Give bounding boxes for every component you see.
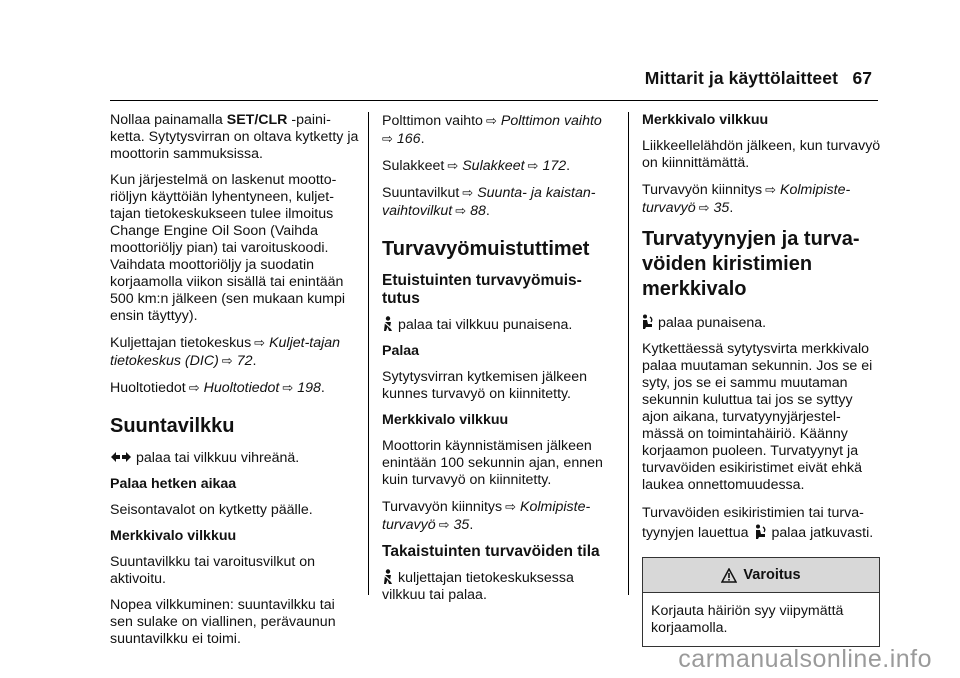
airbag-heading: Turvatyynyjen ja turva-vöiden kiristimien merkkivalo	[642, 228, 860, 300]
merkkivalo-text-3: Liikkeellelähdön jälkeen, kun turvavyö on kiinnittämättä.	[642, 138, 881, 171]
reference-arrow-icon: ⇨	[188, 380, 200, 395]
palaa-text: Sytytysvirran kytkemisen jälkeen kunnes turvavyö on kiinnitetty.	[382, 369, 587, 402]
fast-blink-text: Nopea vilkkuminen: suuntavilkku tai sen sulake on viallinen, perävaunun suuntavilkku ei toimi.	[110, 597, 336, 647]
seatbelt-reminder-heading: Turvavyömuistuttimet	[382, 238, 590, 260]
column-2	[382, 112, 617, 613]
warning-title: Varoitus	[743, 566, 801, 583]
pretensioner-text: Turvavöiden esikiristimien tai turva-tyynyjen lauettua palaa jatkuvasti.	[642, 505, 874, 541]
service-page[interactable]: 198	[297, 380, 321, 396]
header-rule	[110, 100, 878, 101]
reference-arrow-icon: ⇨	[282, 380, 294, 395]
front-seatbelt-text: palaa tai vilkkuu punaisena.	[382, 316, 617, 334]
airbag-indicator-icon	[755, 524, 767, 540]
merkkivalo-text-2: Moottorin käynnistämisen jälkeen enintään 100 sekunnin ajan, ennen kuin turvavyö on kiinnitetty.	[382, 438, 603, 488]
reference-arrow-icon: ⇨	[765, 182, 777, 197]
subheading-palaa-hetken: Palaa hetken aikaa	[110, 476, 237, 492]
reference-arrow-icon: ⇨	[382, 131, 393, 146]
subheading-merkkivalo-2: Merkkivalo vilkkuu	[382, 412, 509, 428]
bulb-link[interactable]: Polttimon vaihto	[500, 113, 602, 129]
column-1	[110, 112, 360, 657]
airbag-fault-text: Kytkettäessä sytytysvirta merkkivalo palaa muutaman sekunnin. Jos se ei syty, jos se ei sammu muutaman sekunnin kuluttua tai jos se syttyy ajon aikana, turvatyynyjärjestel-mässä on toimintahäiriö. Käänny korjaamon puoleen. Turvatyynyt ja turvavöiden esikiristimet eivät ehkä laukea onnettomuudessa.	[642, 341, 873, 493]
front-seatbelt-heading: Etuistuinten turvavyömuis-tutus	[382, 272, 582, 307]
reference-arrow-icon: ⇨	[527, 158, 539, 173]
rear-seatbelt-text: kuljettajan tietokeskuksessa vilkkuu tai palaa.	[382, 570, 574, 603]
bulb-page[interactable]: 166	[396, 131, 421, 147]
warning-triangle-icon	[721, 568, 737, 583]
warning-header	[643, 558, 879, 593]
fuse-page[interactable]: 172	[542, 158, 567, 174]
reference-arrow-icon: ⇨	[505, 499, 517, 514]
reference-arrow-icon: ⇨	[455, 203, 467, 218]
dic-page[interactable]: 72	[236, 353, 253, 369]
watermark: carmanualsonline.info	[678, 645, 932, 673]
reference-arrow-icon: ⇨	[462, 185, 474, 200]
service-link[interactable]: Huoltotiedot	[203, 380, 280, 396]
dic-reference: Kuljettajan tietokeskus ⇨ Kuljet-tajan tietokeskus (DIC) ⇨ 72.	[110, 335, 341, 369]
belt-page[interactable]: 35	[453, 517, 470, 533]
turn-signal-arrows-icon	[110, 449, 132, 465]
page-header	[0, 0, 960, 100]
reference-arrow-icon: ⇨	[698, 200, 710, 215]
turn-signal-text: palaa tai vilkkuu vihreänä.	[110, 449, 360, 467]
merkkivalo-text: Suuntavilkku tai varoitusvilkut on aktivoitu.	[110, 554, 316, 587]
belt-link-2[interactable]: Kolmipiste-turvavyö	[642, 182, 851, 216]
belt-fasten-reference: Turvavyön kiinnitys ⇨ Kolmipiste-turvavyö ⇨ 35.	[382, 499, 591, 533]
header-title: Mittarit ja käyttölaitteet	[644, 68, 838, 88]
dic-link[interactable]: Kuljet-tajan tietokeskus (DIC)	[110, 335, 341, 369]
warning-box	[642, 557, 880, 647]
turn-signal-link[interactable]: Suunta- ja kaistan-vaihtovilkut	[382, 185, 596, 219]
warning-text: Korjauta häiriön syy viipymättä korjaamolla.	[651, 603, 844, 636]
bulb-reference: Polttimon vaihto ⇨ Polttimon vaihto ⇨ 166.	[382, 113, 602, 147]
reference-arrow-icon: ⇨	[254, 335, 266, 350]
page-number: 67	[852, 68, 872, 88]
reference-arrow-icon: ⇨	[447, 158, 459, 173]
subheading-merkkivalo-3: Merkkivalo vilkkuu	[642, 112, 769, 128]
turn-signal-heading: Suuntavilkku	[110, 415, 235, 437]
reference-arrow-icon: ⇨	[485, 113, 497, 128]
seatbelt-reminder-icon	[382, 569, 394, 585]
belt-link[interactable]: Kolmipiste-turvavyö	[382, 499, 591, 533]
rear-seatbelt-heading: Takaistuinten turvavöiden tila	[382, 543, 600, 560]
turn-signal-reference: Suuntavilkut ⇨ Suunta- ja kaistan-vaihtovilkut ⇨ 88.	[382, 185, 596, 219]
subheading-palaa: Palaa	[382, 343, 420, 359]
service-reference: Huoltotiedot ⇨ Huoltotiedot ⇨ 198.	[110, 380, 325, 396]
fuse-link[interactable]: Sulakkeet	[462, 158, 525, 174]
seatbelt-reminder-icon	[382, 316, 394, 332]
palaa-hetken-text: Seisontavalot on kytketty päälle.	[110, 502, 313, 518]
airbag-indicator-icon	[642, 314, 654, 330]
column-divider-2	[628, 112, 629, 595]
reference-arrow-icon: ⇨	[438, 517, 450, 532]
turn-signal-page[interactable]: 88	[470, 203, 486, 219]
set-clr-label: SET/CLR	[226, 112, 288, 128]
belt-fasten-reference-2: Turvavyön kiinnitys ⇨ Kolmipiste-turvavyö ⇨ 35.	[642, 182, 851, 216]
reset-paragraph: Nollaa painamalla SET/CLR -paini-ketta. Sytytysvirran on oltava kytketty ja moottorin sammuksissa.	[110, 112, 359, 162]
oil-life-paragraph: Kun järjestelmä on laskenut mootto-riöljyn käyttöiän lyhentyneen, kuljet-tajan tietokeskukseen tulee ilmoitus Change Engine Oil Soon (Vaihda moottoriöljy pian) tai varoituskoodi. Vaihdata moottoriöljy ja suodatin korjaamolla viikon sisällä tai enintään 500 km:n jälkeen (sen mukaan kumpi ensin täyttyy).	[110, 172, 346, 324]
column-3	[642, 112, 882, 647]
subheading-merkkivalo: Merkkivalo vilkkuu	[110, 528, 237, 544]
column-divider-1	[368, 112, 369, 595]
belt-page-2[interactable]: 35	[713, 200, 730, 216]
fuse-reference: Sulakkeet ⇨ Sulakkeet ⇨ 172.	[382, 158, 571, 174]
reference-arrow-icon: ⇨	[221, 353, 233, 368]
airbag-text: palaa punaisena.	[642, 314, 882, 332]
